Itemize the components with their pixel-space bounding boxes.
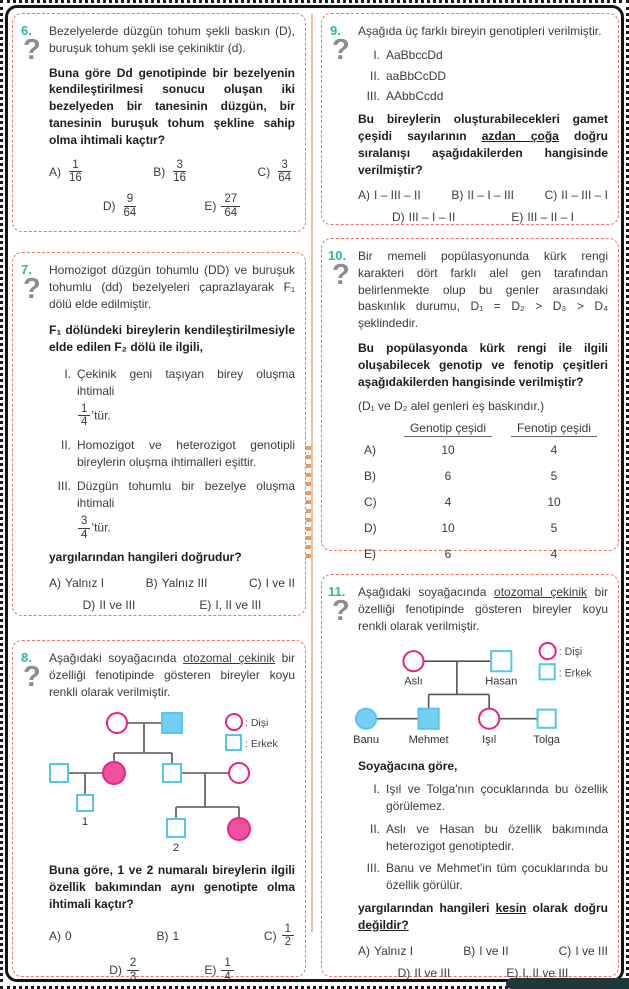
- options-row: [358, 210, 608, 224]
- option-b: B) $\frac{3}{16}$: [153, 159, 190, 185]
- question-number: 7.: [21, 262, 32, 277]
- question-mark-icon: ?: [23, 661, 41, 693]
- option-d: D) II ve III: [82, 598, 136, 613]
- legend-female-icon: [540, 643, 556, 659]
- statement-2: II. Aslı ve Hasan bu özellik bakımında heterozigot genotiptedir.: [369, 821, 608, 853]
- option-d: D) II ve III: [397, 965, 451, 980]
- pedigree-male-affected: [162, 713, 182, 733]
- option-d: D) III – I – II: [391, 210, 456, 225]
- question-mark-icon: ?: [23, 273, 41, 305]
- question-mark-icon: ?: [23, 34, 41, 66]
- option-e: E) I, II ve III: [506, 965, 569, 980]
- question-number: 11.: [328, 584, 346, 599]
- option-a: A) I – III – II: [358, 188, 421, 203]
- option-b: B) 1: [156, 928, 180, 943]
- fraction: $\frac{3}{16}$: [173, 158, 187, 185]
- pedigree-label-hasan: Hasan: [485, 675, 518, 688]
- question-box-8: [12, 640, 306, 983]
- option-e: E) I, II ve III: [199, 598, 262, 613]
- options-row: [49, 576, 295, 590]
- legend-male-label: : Erkek: [245, 738, 278, 751]
- options-row: [49, 957, 295, 983]
- pedigree-label-isil: Işıl: [482, 734, 497, 747]
- pedigree-hasan: [491, 651, 511, 671]
- statements-intro: Soyağacına göre,: [358, 759, 458, 774]
- pedigree-chart: [35, 708, 293, 858]
- underlined-word: değildir?: [358, 917, 409, 932]
- pedigree-chart: [344, 639, 602, 752]
- option-e: E) III – II – I: [511, 210, 575, 225]
- table-row: B) 6 5: [364, 469, 558, 484]
- pedigree-label-2: 2: [172, 842, 180, 855]
- pedigree-label-asli: Aslı: [404, 675, 423, 688]
- question-paragraph: Homozigot düzgün tohumlu (DD) ve buruşuk tohumlu (dd) bezelyeleri çaprazlayarak F₁ dölü elde edilmiştir.: [49, 263, 295, 311]
- question-paragraph: Bezelyelerde düzgün tohum şekli baskın (D), buruşuk tohum şekli ise çekiniktir (d).: [49, 24, 295, 55]
- statement-3: III. Banu ve Mehmet'in tüm çocuklarında bu özellik görülür.: [366, 861, 608, 893]
- option-c: C) I ve III: [558, 943, 608, 958]
- question-stem-final: yargılarından hangileri doğrudur?: [49, 550, 242, 565]
- pedigree-male-unaffected: [50, 764, 68, 782]
- question-number: 10.: [328, 248, 347, 263]
- fraction: $\frac{1}{4}$: [221, 957, 233, 983]
- option-e: E) $\frac{27}{64}$: [204, 193, 241, 219]
- pedigree-female-unaffected: [107, 713, 127, 733]
- fraction: $\frac{1}{2}$: [282, 923, 294, 949]
- options-row: [358, 966, 608, 980]
- question-mark-icon: ?: [332, 595, 350, 627]
- underlined-phrase: azdan çoğa: [481, 128, 559, 143]
- genotype-2: II. aaBbCcDD: [369, 68, 447, 83]
- pedigree-legend: [226, 714, 278, 750]
- underlined-phrase: otozomal çekinik: [183, 651, 276, 665]
- question-paragraph: Aşağıdaki soyağacında otozomal çekinik bir özelliği fenotipinde gösteren bireyler koyu renkli olarak verilmiştir.: [49, 651, 295, 699]
- option-d: D) $\frac{9}{64}$: [103, 193, 140, 219]
- fraction: $\frac{1}{4}$: [78, 403, 90, 429]
- question-box-9: [321, 13, 619, 225]
- option-e: E) $\frac{1}{4}$: [204, 957, 234, 983]
- fraction: $\frac{9}{64}$: [123, 192, 137, 219]
- table-row: E) 6 4: [364, 547, 558, 562]
- pedigree-individual-1: [77, 795, 93, 811]
- question-paragraph: Aşağıdaki soyağacında otozomal çekinik bir özelliği fenotipinde gösteren bireyler koyu renkli olarak verilmiştir.: [358, 585, 608, 633]
- options-row: [49, 923, 295, 949]
- pedigree-legend: [540, 643, 593, 679]
- question-box-10: [321, 238, 619, 562]
- question-stem: F₁ dölündeki bireylerin kendileştirilmesiyle elde edilen F₂ dölü ile ilgili,: [49, 323, 295, 355]
- pedigree-banu-affected: [356, 709, 376, 729]
- question-box-7: [12, 252, 306, 616]
- option-c: C) $\frac{1}{2}$: [264, 923, 295, 949]
- legend-male-icon: [540, 665, 555, 680]
- option-c: C) II – III – I: [544, 188, 608, 203]
- question-stem-final: yargılarından hangileri kesin olarak doğru değildir?: [358, 900, 608, 932]
- option-b: B) II – I – III: [451, 188, 514, 203]
- column-header-genotip: Genotip çeşidi: [404, 421, 492, 437]
- page-footer-tab: [506, 978, 629, 989]
- question-number: 8.: [21, 650, 32, 665]
- option-a: A) Yalnız I: [358, 943, 414, 958]
- underlined-phrase: otozomal çekinik: [494, 585, 588, 599]
- question-paragraph: Bir memeli popülasyonunda kürk rengi karakteri dört farklı alel gen tarafından belirlenmekte olup bu genler arasındaki baskınlık durumu, D₁ = D₂ > D₃ > D₄ şeklindedir.: [358, 249, 608, 331]
- legend-male-label: : Erkek: [558, 667, 592, 680]
- pedigree-label-tolga: Tolga: [533, 734, 560, 747]
- question-box-6: [12, 13, 306, 232]
- underlined-word: kesin: [495, 900, 527, 915]
- table-row: D) 10 5: [364, 521, 558, 536]
- option-b: B) I ve II: [463, 943, 509, 958]
- legend-male-icon: [226, 735, 241, 750]
- options-row: [49, 598, 295, 612]
- pedigree-isil: [479, 709, 499, 729]
- legend-female-label: : Dişi: [245, 717, 269, 730]
- genotype-1: I. AaBbccDd: [373, 47, 443, 62]
- table-row: A) 10 4: [364, 443, 558, 458]
- fraction: $\frac{27}{64}$: [221, 193, 240, 219]
- answer-table-header: [360, 421, 608, 437]
- options-row: [49, 193, 295, 219]
- options-row: [358, 944, 608, 958]
- question-stem: Bu bireylerin oluşturabilecekleri gamet çeşidi sayılarının azdan çoğa doğru sıralanışı aşağıdakilerden hangisinde verilmiştir?: [358, 112, 608, 177]
- statement-2: II. Homozigot ve heterozigot genotipli bireylerin oluşma ihtimalleri eşittir.: [60, 437, 295, 469]
- table-row: C) 4 10: [364, 495, 561, 510]
- column-header-fenotip: Fenotip çeşidi: [511, 421, 597, 437]
- answer-table: [360, 421, 608, 567]
- option-b: B) Yalnız III: [145, 576, 208, 591]
- statement-1: I. Işıl ve Tolga'nın çocuklarında bu özellik görülemez.: [373, 782, 608, 813]
- question-stem: Bu popülasyonda kürk rengi ile ilgili oluşabilecek genotip ve fenotip çeşitleri aşağıdakilerden hangisinde verilmiştir?: [358, 340, 608, 389]
- options-row: [49, 159, 295, 185]
- fraction: $\frac{3}{64}$: [278, 158, 291, 185]
- statement-1: I. Çekinik geni taşıyan birey oluşma ihtimali $\frac{1}{4}$ ’tür.: [64, 366, 295, 429]
- pedigree-mehmet-affected: [419, 709, 439, 729]
- pedigree-female-unaffected: [229, 763, 249, 783]
- pedigree-asli: [403, 651, 423, 671]
- legend-female-icon: [226, 714, 242, 730]
- option-a: A) Yalnız I: [49, 576, 105, 591]
- question-stem: Buna göre Dd genotipinde bir bezelyenin kendileştirilmesi sonucu oluşan iki bezelyeden bir tanesinin düzgün, bir tanesinin buruşuk tohum şekline sahip olma ihtimali kaçtır?: [49, 65, 295, 147]
- fraction-line: $\frac{3}{4}$ ’tür.: [77, 515, 295, 541]
- question-note: (D₁ ve D₂ alel genleri eş baskındır.): [358, 399, 545, 414]
- option-c: C) I ve II: [248, 576, 295, 591]
- pedigree-label-mehmet: Mehmet: [408, 734, 449, 747]
- question-paragraph: Aşağıda üç farklı bireyin genotipleri verilmiştir.: [358, 24, 602, 38]
- pedigree-tolga: [538, 710, 556, 728]
- fraction: $\frac{2}{3}$: [127, 957, 139, 983]
- question-mark-icon: ?: [332, 34, 350, 66]
- pedigree-label-1: 1: [81, 816, 89, 829]
- genotype-3: III. AAbbCcdd: [366, 89, 444, 104]
- option-a: A) $\frac{1}{16}$: [49, 159, 86, 185]
- fraction: $\frac{3}{4}$: [78, 515, 90, 541]
- question-number: 9.: [330, 23, 341, 38]
- fraction: $\frac{1}{16}$: [69, 158, 82, 185]
- legend-female-label: : Dişi: [558, 646, 583, 659]
- question-number: 6.: [21, 23, 32, 38]
- option-c: C) $\frac{3}{64}$: [258, 159, 295, 185]
- option-d: D) $\frac{2}{3}$: [109, 957, 140, 983]
- column-divider-line: [311, 14, 313, 932]
- option-a: A) 0: [49, 928, 72, 943]
- pedigree-female-affected: [228, 818, 250, 840]
- statement-3: III. Düzgün tohumlu bir bezelye oluşma ihtimali $\frac{3}{4}$ ’tür.: [57, 479, 295, 541]
- fraction-line: $\frac{1}{4}$ ’tür.: [77, 403, 295, 429]
- pedigree-male-unaffected: [163, 764, 181, 782]
- question-box-11: [321, 574, 619, 980]
- pedigree-label-banu: Banu: [353, 734, 379, 747]
- question-mark-icon: ?: [332, 259, 350, 291]
- question-stem: Buna göre, 1 ve 2 numaralı bireylerin ilgili özellik bakımından aynı genotipte olma ihtimali kaçtır?: [49, 863, 295, 911]
- pedigree-female-affected: [103, 762, 125, 784]
- options-row: [358, 188, 608, 202]
- pedigree-individual-2: [167, 819, 185, 837]
